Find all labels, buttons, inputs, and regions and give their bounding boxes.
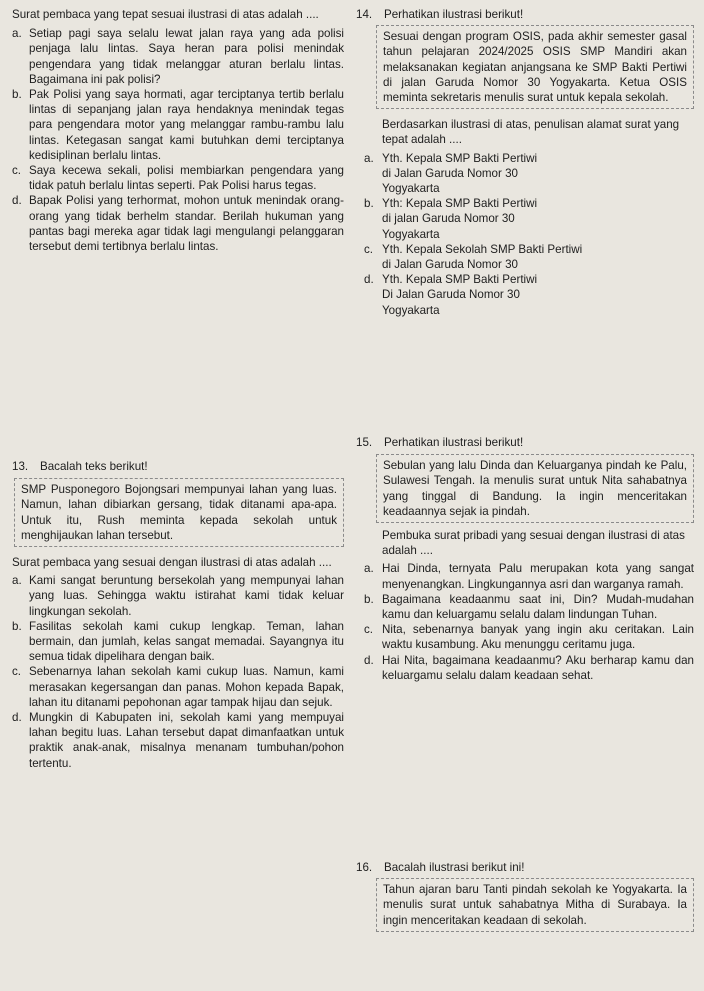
option-letter: a. [364, 151, 374, 165]
question-title: Bacalah teks berikut! [40, 460, 148, 473]
option-letter: c. [364, 623, 374, 637]
option-letter: a. [364, 562, 374, 576]
passage-text: Tahun ajaran baru Tanti pindah sekolah ke Yogyakarta. Ia menulis surat untuk sahabatnya Mitha di Surabaya. Ia ingin menceritakan keadaan di sekolah. [383, 883, 687, 927]
address-line: Yogyakarta [382, 303, 440, 317]
question-14-option-a[interactable] [364, 151, 694, 197]
question-14-option-c[interactable] [364, 242, 694, 272]
question-12 [12, 7, 344, 254]
option-letter: c. [12, 164, 22, 178]
option-letter: d. [12, 194, 22, 208]
question-number: 13. [12, 460, 29, 473]
question-15-option-d[interactable] [364, 653, 694, 683]
option-letter: b. [364, 197, 374, 211]
question-13-option-c[interactable] [12, 664, 344, 710]
option-text: Hai Dinda, ternyata Palu merupakan kota yang sangat menyenangkan. Lingkungannya asri dan warganya ramah. [382, 562, 694, 591]
question-16-passage-box [376, 878, 694, 932]
address-line: di Jalan Garuda Nomor 30 [382, 166, 518, 180]
question-title: Bacalah ilustrasi berikut ini! [384, 861, 525, 874]
option-text: Hai Nita, bagaimana keadaanmu? Aku berharap kamu dan keluargamu selalu dalam keadaan sehat. [382, 653, 694, 682]
address-line: Yth. Kepala SMP Bakti Pertiwi [382, 151, 538, 165]
question-16-heading [356, 860, 694, 875]
question-title: Perhatikan ilustrasi berikut! [384, 8, 524, 21]
question-12-option-d[interactable] [12, 193, 344, 254]
question-14-passage-box [376, 25, 694, 109]
option-letter: c. [364, 242, 374, 256]
question-15-option-c[interactable] [364, 622, 694, 652]
question-15 [356, 435, 694, 683]
option-text: Kami sangat beruntung bersekolah yang mempunyai lahan yang luas. Sehingga waktu istirahat kami tidak keluar lingkungan sekolah. [29, 574, 344, 618]
address-line: Yth. Kepala Sekolah SMP Bakti Pertiwi [382, 242, 583, 256]
question-15-heading [356, 435, 694, 450]
option-text: Fasilitas sekolah kami cukup lengkap. Teman, lahan bermain, dan jumlah, kelas sangat memadai. Sayangnya itu semua tidak dipelihara dengan baik. [29, 619, 344, 664]
question-16 [356, 860, 694, 932]
option-text: Pak Polisi yang saya hormati, agar terciptanya tertib berlalu lintas di sepanjang jalan raya hendaknya menindak tegas para pengendara motor yang melanggar rambu-rambu lalu lintas. Ketegasan sangat kami butuhkan demi terciptanya kedisiplinan berlalu lintas. [29, 88, 344, 162]
address-line: Di Jalan Garuda Nomor 30 [382, 288, 520, 302]
question-14-option-d[interactable] [364, 272, 694, 318]
question-15-option-b[interactable] [364, 592, 694, 622]
address-line: di jalan Garuda Nomor 30 [382, 212, 515, 226]
question-13-option-b[interactable] [12, 619, 344, 665]
address-line: di Jalan Garuda Nomor 30 [382, 258, 518, 272]
question-13-heading [12, 459, 344, 474]
option-text: Sebenarnya lahan sekolah kami cukup luas. Namun, kami merasakan kegersangan dan panas. Mohon kepada Bapak, lahan itu ditanami pepohonan agar tampak hijau dan sejuk. [29, 665, 344, 709]
question-15-option-a[interactable] [364, 561, 694, 591]
question-13-stem: Surat pembaca yang sesuai dengan ilustrasi di atas adalah .... [12, 556, 332, 570]
question-12-option-b[interactable] [12, 87, 344, 163]
option-letter: c. [12, 665, 22, 679]
option-letter: b. [364, 592, 374, 606]
option-text: Bapak Polisi yang terhormat, mohon untuk menindak orang-orang yang tidak berhelm standar. Berilah hukuman yang pantas bagi mereka agar tidak lagi mengulangi pelanggaran tersebut demi tertibnya berlalu lintas. [29, 194, 344, 254]
question-13-option-d[interactable] [12, 710, 344, 771]
question-13-option-a[interactable] [12, 573, 344, 619]
option-text: Bagaimana keadaanmu saat ini, Din? Mudah-mudahan kamu dan keluargamu selalu dalam lindungan Tuhan. [382, 592, 694, 622]
question-14-option-b[interactable] [364, 196, 694, 242]
option-letter: a. [12, 574, 22, 588]
address-line: Yth. Kepala SMP Bakti Pertiwi [382, 273, 538, 287]
option-letter: d. [12, 711, 22, 725]
option-text: Setiap pagi saya selalu lewat jalan raya yang ada polisi penjaga lalu lintas. Saya heran para polisi menindak pengendara yang tidak melanggar aturan berlalu lintas. Bagaimana ini pak polisi? [29, 27, 344, 86]
passage-text: SMP Pusponegoro Bojongsari mempunyai lahan yang luas. Namun, lahan dibiarkan gersang, tidak ditanami apa-apa. Untuk itu, Rush meminta kepada sekolah untuk menghijaukan lahan tersebut. [21, 483, 337, 542]
option-letter: b. [12, 88, 22, 102]
address-line: Yth: Kepala SMP Bakti Pertiwi [382, 197, 538, 211]
passage-text: Sebulan yang lalu Dinda dan Keluarganya pindah ke Palu, Sulawesi Tengah. Ia menulis surat untuk Nita sahabatnya yang tinggal di Bandung. Ia ingin menceritakan keadaannya sejak ia pindah. [383, 459, 687, 518]
address-line: Yogyakarta [382, 227, 440, 241]
question-title: Perhatikan ilustrasi berikut! [384, 436, 524, 449]
passage-text: Sesuai dengan program OSIS, pada akhir semester gasal tahun pelajaran 2024/2025 OSIS SMP Mandiri akan melaksanakan kegiatan anjangsana ke SMP Bakti Pertiwi di jalan Garuda Nomor 30 Yogyakarta. Ketua OSIS meminta sekretaris menulis surat untuk kepala sekolah. [383, 30, 687, 105]
question-14 [356, 7, 694, 318]
question-14-stem: Berdasarkan ilustrasi di atas, penulisan alamat surat yang tepat adalah .... [382, 118, 680, 147]
question-number: 16. [356, 861, 373, 874]
question-13-passage-box [14, 478, 344, 547]
question-15-passage-box [376, 454, 694, 523]
option-text: Saya kecewa sekali, polisi membiarkan pengendara yang tidak patuh berlalu lintas seperti. Pak Polisi harus tegas. [29, 164, 344, 193]
question-12-option-a[interactable] [12, 26, 344, 87]
option-letter: d. [364, 653, 374, 667]
option-letter: d. [364, 273, 374, 287]
question-number: 14. [356, 8, 373, 21]
question-15-stem: Pembuka surat pribadi yang sesuai dengan ilustrasi di atas adalah .... [382, 529, 685, 558]
question-number: 15. [356, 436, 373, 449]
option-text: Mungkin di Kabupaten ini, sekolah kami yang mempuyai lahan begitu luas. Lahan tersebut dapat dimanfaatkan untuk praktik anak-anak, misalnya menanam tumbuhan/pohon tertentu. [29, 711, 344, 770]
question-12-option-c[interactable] [12, 163, 344, 193]
question-14-heading [356, 7, 694, 22]
question-12-stem: Surat pembaca yang tepat sesuai ilustrasi di atas adalah .... [12, 8, 319, 21]
address-line: Yogyakarta [382, 182, 440, 196]
question-13 [12, 459, 344, 771]
option-text: Nita, sebenarnya banyak yang ingin aku ceritakan. Lain waktu kusambung. Aku menunggu ceritamu juga. [382, 623, 694, 652]
option-letter: a. [12, 27, 22, 41]
option-letter: b. [12, 619, 22, 633]
